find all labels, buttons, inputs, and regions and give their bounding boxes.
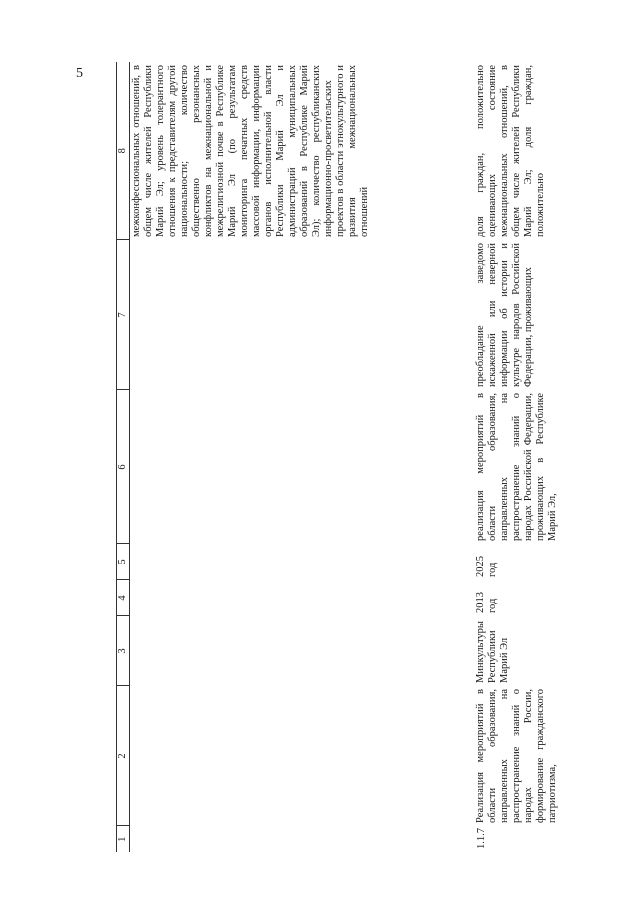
page-number: 5	[76, 66, 83, 81]
measure-name-cell: Реализация мероприятий в области образования, направленных на распространение знаний о народах России, формирование гражданского патриотизма,	[474, 689, 558, 823]
responsible-executor-cell	[130, 616, 474, 686]
column-number-3: 3	[117, 616, 130, 686]
end-year-cell	[130, 544, 474, 580]
column-number-header-row	[117, 62, 130, 852]
column-number-7: 7	[117, 240, 130, 390]
column-number-4: 4	[117, 580, 130, 616]
expected-result-cell: реализация мероприятий в области образования, направленных на распространение знаний о народах Российской Федерации, проживающих в Республике Марий Эл,	[474, 393, 558, 541]
column-number-8: 8	[117, 62, 130, 240]
table-row	[130, 62, 474, 852]
column-number-2: 2	[117, 686, 130, 826]
start-year-cell	[130, 580, 474, 616]
column-number-5: 5	[117, 544, 130, 580]
end-year-cell: 2025 год	[474, 556, 498, 577]
item-number-cell	[130, 826, 474, 852]
item-number-cell: 1.1.7	[475, 828, 487, 849]
column-number-1: 1	[117, 826, 130, 852]
indicators-cell: межконфессиональных отношений, в общем числе жителей Республики Марий Эл; уровень толерантного отношения к представителям другой национальности; количество общественно резонансных конфликтов на межнациональной и межрелигиозной почве в Республике Марий Эл (по результатам мониторинга печатных средств массовой информации, информации органов исполнительной власти Республики Марий Эл и администраций муниципальных образований в Республике Марий Эл); количество республиканских информационно-просветительских проектов в области этнокультурного и развития межнациональных отношений	[131, 65, 370, 237]
measure-name-cell	[130, 686, 474, 826]
responsible-executor-cell: Минкультуры Республики Марий Эл	[474, 621, 510, 683]
consequences-cell	[130, 240, 474, 390]
indicators-cell: доля граждан, положительно оценивающих состояние межнациональных отношений, в общем числе жителей Республики Марий Эл; доля граждан, положительно	[474, 65, 546, 237]
start-year-cell: 2013 год	[474, 592, 498, 613]
column-number-6: 6	[117, 390, 130, 544]
rotated-table-sheet	[116, 62, 596, 852]
table-row	[474, 62, 560, 852]
consequences-cell: преобладание заведомо искаженной или неверной информации об истории и культуре народов Российской Федерации, проживающих	[474, 243, 534, 387]
program-measures-table	[116, 62, 560, 852]
expected-result-cell	[130, 390, 474, 544]
